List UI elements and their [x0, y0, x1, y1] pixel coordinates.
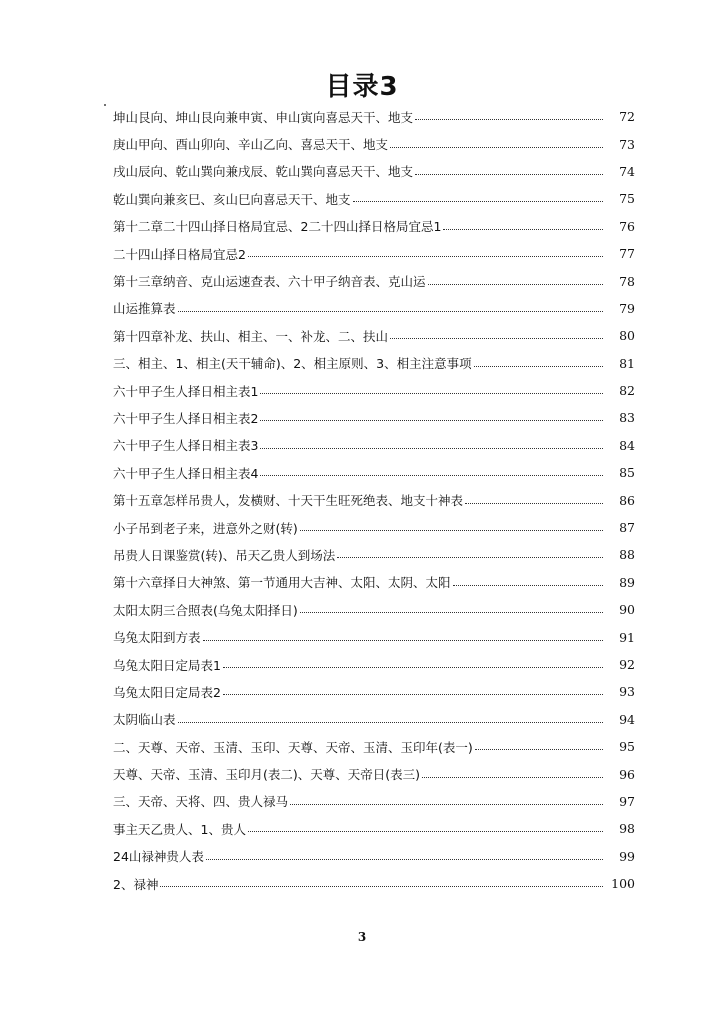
toc-entry-title: 2、禄神 — [113, 876, 159, 892]
toc-entry-title: 24山禄神贵人表 — [113, 849, 204, 865]
toc-entry-page-number: 78 — [619, 273, 635, 289]
toc-entry-title: 事主天乙贵人、1、贵人 — [113, 821, 246, 837]
toc-entry — [113, 514, 635, 541]
toc-dot-leader — [260, 475, 603, 476]
toc-entry-page-number: 94 — [619, 711, 635, 727]
page-title: 目录3 — [325, 72, 399, 102]
toc-entry — [113, 322, 635, 349]
toc-entry-page-number: 77 — [619, 246, 635, 262]
toc-entry-page-number: 85 — [619, 465, 635, 481]
toc-entry-page-number: 89 — [619, 574, 635, 590]
toc-dot-leader — [353, 201, 603, 202]
toc-dot-leader — [290, 804, 603, 805]
toc-entry — [113, 760, 635, 787]
toc-entry — [113, 870, 635, 897]
toc-dot-leader — [178, 311, 603, 312]
toc-entry-page-number: 81 — [619, 355, 635, 371]
toc-dot-leader — [300, 612, 603, 613]
toc-entry-page-number: 74 — [619, 163, 635, 179]
toc-entry — [113, 541, 635, 568]
toc-entry-page-number: 99 — [619, 848, 635, 864]
toc-dot-leader — [475, 749, 603, 750]
toc-entry — [113, 130, 635, 157]
toc-entry — [113, 404, 635, 431]
toc-entry-page-number: 95 — [619, 739, 635, 755]
toc-entry — [113, 103, 635, 130]
toc-entry — [113, 158, 635, 185]
toc-entry-page-number: 76 — [619, 218, 635, 234]
toc-entry-title: 六十甲子生人择日相主表2 — [113, 410, 259, 426]
toc-entry-title: 三、相主、1、相主(天干辅命)、2、相主原则、3、相主注意事项 — [113, 356, 472, 372]
toc-dot-leader — [223, 694, 603, 695]
toc-entry-page-number: 72 — [619, 109, 635, 125]
toc-entry-page-number: 96 — [619, 766, 635, 782]
toc-dot-leader — [260, 420, 603, 421]
toc-entry-page-number: 97 — [619, 793, 635, 809]
toc-entry — [113, 623, 635, 650]
scan-speck — [104, 104, 106, 106]
toc-entry — [113, 185, 635, 212]
toc-entry-title: 第十三章纳音、克山运速查表、六十甲子纳音表、克山运 — [113, 274, 426, 290]
toc-entry — [113, 596, 635, 623]
table-of-contents — [113, 103, 635, 897]
toc-entry-title: 三、天帝、天将、四、贵人禄马 — [113, 794, 289, 810]
toc-entry — [113, 295, 635, 322]
toc-entry-page-number: 83 — [619, 410, 635, 426]
toc-dot-leader — [178, 722, 603, 723]
toc-dot-leader — [248, 831, 603, 832]
toc-entry-title: 戌山辰向、乾山巽向兼戌辰、乾山巽向喜忌天干、地支 — [113, 164, 414, 180]
toc-entry — [113, 815, 635, 842]
toc-entry-page-number: 93 — [619, 684, 635, 700]
toc-entry-title: 乌兔太阳日定局表2 — [113, 684, 221, 700]
toc-dot-leader — [206, 859, 603, 860]
toc-entry-page-number: 80 — [619, 328, 635, 344]
toc-entry-title: 天尊、天帝、玉清、玉印月(表二)、天尊、天帝日(表三) — [113, 767, 421, 783]
toc-entry-title: 乌兔太阳到方表 — [113, 630, 201, 646]
toc-entry-title: 六十甲子生人择日相主表4 — [113, 465, 259, 481]
toc-entry — [113, 377, 635, 404]
toc-dot-leader — [223, 667, 603, 668]
toc-entry-title: 山运推算表 — [113, 301, 176, 317]
toc-dot-leader — [422, 777, 603, 778]
toc-entry-title: 太阳太阴三合照表(乌兔太阳择日) — [113, 602, 298, 618]
toc-dot-leader — [453, 585, 603, 586]
toc-entry-page-number: 88 — [619, 547, 635, 563]
toc-entry-title: 乾山巽向兼亥巳、亥山巳向喜忌天干、地支 — [113, 191, 351, 207]
toc-dot-leader — [260, 448, 603, 449]
toc-entry-page-number: 79 — [619, 300, 635, 316]
toc-entry — [113, 267, 635, 294]
toc-entry — [113, 213, 635, 240]
toc-entry — [113, 569, 635, 596]
toc-entry-title: 二、天尊、天帝、玉清、玉印、天尊、天帝、玉清、玉印年(表一) — [113, 739, 473, 755]
footer-page-number: 3 — [357, 930, 367, 944]
toc-entry — [113, 432, 635, 459]
toc-entry-title: 太阴临山表 — [113, 712, 176, 728]
toc-dot-leader — [443, 229, 603, 230]
toc-dot-leader — [474, 366, 603, 367]
toc-entry-page-number: 75 — [619, 191, 635, 207]
toc-dot-leader — [390, 338, 603, 339]
toc-entry-title: 第十六章择日大神煞、第一节通用大吉神、太阳、太阴、太阳 — [113, 575, 451, 591]
toc-entry — [113, 843, 635, 870]
toc-entry — [113, 486, 635, 513]
toc-entry-title: 六十甲子生人择日相主表3 — [113, 438, 259, 454]
toc-dot-leader — [160, 886, 603, 887]
toc-entry-title: 二十四山择日格局宜忌2 — [113, 246, 246, 262]
toc-entry — [113, 788, 635, 815]
toc-entry — [113, 678, 635, 705]
toc-entry — [113, 350, 635, 377]
toc-entry-title: 坤山艮向、坤山艮向兼申寅、申山寅向喜忌天干、地支 — [113, 109, 414, 125]
toc-entry-title: 第十四章补龙、扶山、相主、一、补龙、二、扶山 — [113, 328, 389, 344]
toc-entry-title: 六十甲子生人择日相主表1 — [113, 383, 259, 399]
toc-entry-title: 乌兔太阳日定局表1 — [113, 657, 221, 673]
toc-entry-page-number: 73 — [619, 136, 635, 152]
toc-entry-page-number: 91 — [619, 629, 635, 645]
toc-entry-title: 庚山甲向、酉山卯向、辛山乙向、喜忌天干、地支 — [113, 137, 389, 153]
toc-dot-leader — [248, 256, 603, 257]
toc-entry — [113, 651, 635, 678]
toc-dot-leader — [390, 147, 603, 148]
toc-entry-title: 第十五章怎样吊贵人，发横财、十天干生旺死绝表、地支十神表 — [113, 493, 464, 509]
toc-entry-page-number: 92 — [619, 657, 635, 672]
toc-entry-page-number: 84 — [619, 437, 635, 453]
toc-dot-leader — [260, 393, 603, 394]
toc-dot-leader — [415, 119, 603, 120]
toc-entry — [113, 240, 635, 267]
toc-entry-title: 第十二章二十四山择日格局宜忌、2二十四山择日格局宜忌1 — [113, 219, 442, 235]
toc-entry-page-number: 82 — [619, 383, 635, 399]
toc-dot-leader — [300, 530, 603, 531]
toc-dot-leader — [203, 640, 603, 641]
toc-dot-leader — [337, 557, 603, 558]
toc-dot-leader — [428, 284, 603, 285]
toc-entry-title: 吊贵人日课鉴赏(转)、吊天乙贵人到场法 — [113, 547, 336, 563]
toc-entry-page-number: 90 — [619, 602, 635, 618]
toc-entry — [113, 733, 635, 760]
toc-dot-leader — [465, 503, 603, 504]
toc-entry-title: 小子吊到老子来，进意外之财(转) — [113, 520, 298, 536]
toc-entry-page-number: 100 — [611, 876, 635, 892]
toc-entry — [113, 459, 635, 486]
toc-entry-page-number: 87 — [619, 520, 635, 536]
toc-entry — [113, 706, 635, 733]
toc-entry-page-number: 86 — [619, 492, 635, 508]
toc-entry-page-number: 98 — [619, 821, 635, 837]
toc-dot-leader — [415, 174, 603, 175]
